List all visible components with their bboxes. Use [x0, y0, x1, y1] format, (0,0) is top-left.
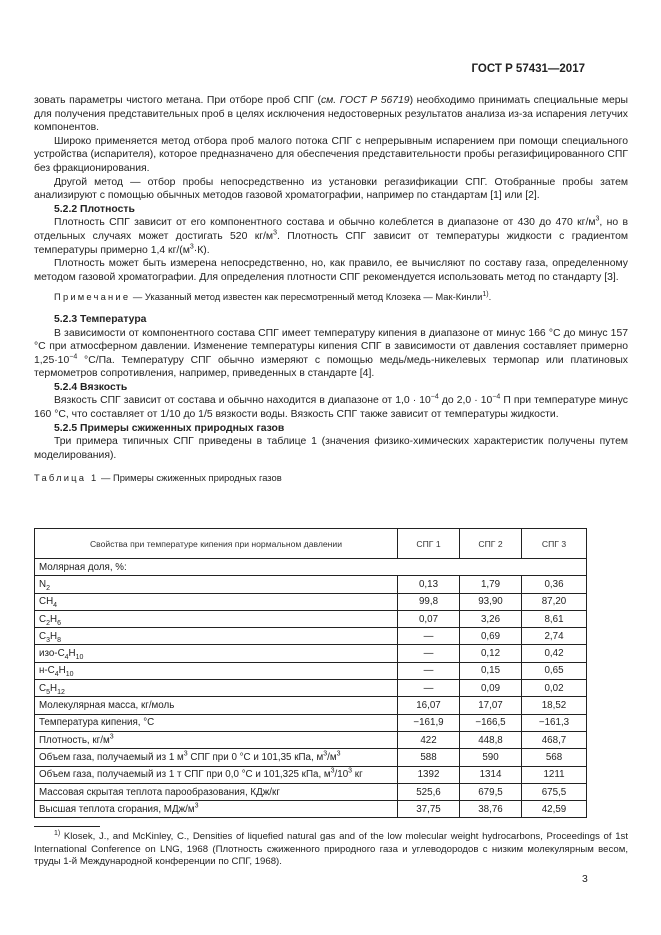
cell-value: 16,07	[398, 697, 460, 714]
table-row	[35, 662, 587, 679]
cell-value: −161,9	[398, 714, 460, 731]
text: ·К).	[193, 244, 210, 256]
paragraph	[34, 216, 628, 257]
text: Объем газа, получаемый из 1 м	[39, 751, 184, 763]
cell-value: —	[398, 645, 460, 662]
cell-value: −166,5	[460, 714, 522, 731]
row-label	[35, 610, 398, 627]
paragraph	[34, 394, 628, 421]
cell-value: 38,76	[460, 801, 522, 818]
row-label	[35, 662, 398, 679]
cell-value: 448,8	[460, 731, 522, 748]
cell-value: 679,5	[460, 783, 522, 800]
table-row	[35, 731, 587, 748]
footnote	[34, 831, 628, 869]
row-label	[35, 766, 398, 783]
text: C	[39, 613, 47, 625]
cell-value: 0,42	[522, 645, 587, 662]
index: 3	[348, 767, 353, 775]
cell-value: 568	[522, 749, 587, 766]
footnote-text: Klosek, J., and McKinley, C., Densities of liquefied natural gas and of the low molecular weight hydrocarbons, Proceedings of 1st International Conference on LNG, 1968 (Плотность сжиженного природного газа и углеводородов с низким молекулярным весом, труды 1-й Международной конференции по СПГ, 1968).	[34, 831, 628, 868]
cell-value: 1314	[460, 766, 522, 783]
section-heading: 5.2.2 Плотность	[54, 203, 135, 215]
index: 3	[183, 750, 188, 758]
table-row	[35, 680, 587, 697]
table-row	[35, 645, 587, 662]
document-header: ГОСТ Р 57431—2017	[471, 63, 585, 75]
row-label	[35, 645, 398, 662]
cell-value: 422	[398, 731, 460, 748]
cell-value: 675,5	[522, 783, 587, 800]
note-text: — Указанный метод известен как пересмотренный метод Клозека — Мак-Кинли	[130, 291, 483, 303]
text: C	[39, 630, 47, 642]
cell-value: 0,36	[522, 576, 587, 593]
row-label	[35, 731, 398, 748]
index: 3	[336, 750, 341, 758]
paragraph: Широко применяется метод отбора проб малого потока СПГ с непрерывным испарением при помощи специального устройства (испарителя), которое предназначено для обеспечения представительности пробы регазифицированного СПГ без фракционирования.	[34, 135, 628, 174]
index: 10	[75, 654, 84, 662]
text: . Плотность СПГ зависит от температуры жидкости с градиентом температуры примерно 1,4 кг/(м	[34, 230, 628, 256]
index: 4	[64, 654, 69, 662]
text: .	[488, 291, 492, 303]
table-group-row	[35, 559, 587, 576]
column-header: СПГ 3	[522, 529, 587, 559]
table-row	[35, 766, 587, 783]
cell-value: 93,90	[460, 593, 522, 610]
index: 3	[109, 733, 114, 741]
paragraph	[34, 94, 628, 135]
cell-value: 99,8	[398, 593, 460, 610]
index: 5	[46, 688, 50, 696]
cell-value: 525,6	[398, 783, 460, 800]
text: H	[49, 682, 58, 694]
row-label	[35, 593, 398, 610]
cell-value: 1,79	[460, 576, 522, 593]
index: 12	[57, 688, 65, 696]
text: изо-C	[39, 648, 65, 660]
cell-value: 0,02	[522, 680, 587, 697]
index: 3	[194, 802, 199, 810]
table-row	[35, 628, 587, 645]
table-row	[35, 697, 587, 714]
cell-value: 1211	[522, 766, 587, 783]
note	[34, 290, 628, 304]
index: 3	[330, 767, 335, 775]
text: N	[39, 578, 47, 590]
row-label	[35, 628, 398, 645]
text: Высшая теплота сгорания, МДж/м	[39, 803, 195, 815]
paragraph: Плотность может быть измерена непосредственно, но, как правило, ее вычисляют по составу газа, определенному методом газовой хроматографии. Для определения плотности СПГ рекомендуется использовать метод по стандарту [3].	[34, 258, 628, 283]
document-body	[34, 94, 628, 485]
cell-value: 87,20	[522, 593, 587, 610]
caption-text: — Примеры сжиженных природных газов	[98, 472, 282, 484]
section-heading: 5.2.4 Вязкость	[54, 381, 128, 393]
cell-value: 588	[398, 749, 460, 766]
text: Плотность СПГ зависит от его компонентного состава и обычно колеблется в диапазоне от 430 до 470 кг/м	[54, 217, 596, 229]
row-label	[35, 680, 398, 697]
text: /м	[327, 751, 337, 763]
index: 4	[53, 602, 58, 610]
table-row	[35, 749, 587, 766]
text: °С/Па. Температуру СПГ обычно измеряют с помощью медь/медь-никелевых термопар или платиновых термометров сопротивления, например, приведенных в стандарте [4].	[34, 354, 628, 380]
cell-value: —	[398, 680, 460, 697]
cell-value: 8,61	[522, 610, 587, 627]
footnote-marker: 1)	[54, 829, 61, 837]
text: CH	[39, 596, 54, 608]
text: В зависимости от компонентного состава СПГ имеет температуру кипения в диапазоне от минус 166 °С до минус 157 °С при атмосферном давлении. Изменение температуры кипения СПГ в зависимости от давления составляет примерно 1,25·10	[34, 327, 628, 366]
index: 4	[54, 671, 59, 679]
cell-value: 0,07	[398, 610, 460, 627]
text: Вязкость СПГ зависит от состава и обычно находится в диапазоне от 1,0 · 10	[54, 395, 431, 407]
table-header-row	[35, 529, 587, 559]
sup: 3	[595, 215, 600, 223]
index: 3	[46, 636, 50, 644]
index: 8	[57, 636, 61, 644]
table-caption	[34, 471, 628, 485]
cell-value: 0,13	[398, 576, 460, 593]
cell-value: 1392	[398, 766, 460, 783]
row-label	[35, 749, 398, 766]
cell-value: 18,52	[522, 697, 587, 714]
index: 2	[46, 584, 50, 592]
section-heading: 5.2.3 Температура	[54, 313, 147, 325]
paragraph	[34, 327, 628, 381]
cell-value: 3,26	[460, 610, 522, 627]
text: до 2,0 · 10	[438, 395, 493, 407]
index: 3	[323, 750, 328, 758]
cell-value: 590	[460, 749, 522, 766]
text: Молекулярная масса, кг/моль	[39, 700, 175, 712]
sup: 3	[273, 229, 277, 237]
cell-value: 0,65	[522, 662, 587, 679]
column-header: Свойства при температуре кипения при нормальном давлении	[35, 529, 398, 559]
section-heading: 5.2.5 Примеры сжиженных природных газов	[54, 422, 285, 434]
row-label	[35, 783, 398, 800]
cell-value: 2,74	[522, 628, 587, 645]
text: H	[68, 648, 76, 660]
text: П при температуре минус 160 °С, что составляет от 1/10 до 1/5 вязкости воды. Вязкость СПГ также зависит от температуры жидкости.	[34, 395, 628, 421]
text: ) необходимо принимать специальные меры для получения представительных проб в целях исключения недостоверных результатов анализа из-за испарения летучих компонентов.	[34, 95, 628, 134]
table-row	[35, 714, 587, 731]
index: 2	[46, 619, 50, 627]
row-label	[35, 714, 398, 731]
caption-label: Таблица 1	[34, 472, 99, 484]
table-row	[35, 593, 587, 610]
row-label	[35, 576, 398, 593]
cell-value: 0,09	[460, 680, 522, 697]
text: C	[39, 682, 47, 694]
sup: −4	[430, 394, 439, 401]
sup: −4	[69, 353, 78, 361]
text: Температура кипения, °С	[39, 717, 155, 729]
paragraph: Три примера типичных СПГ приведены в таблице 1 (значения физико-химических характеристик получены путем моделирования).	[34, 436, 628, 461]
footnote-divider	[34, 826, 100, 827]
text: H	[49, 630, 58, 642]
text: H	[49, 613, 58, 625]
cell-value: 0,69	[460, 628, 522, 645]
table-row	[35, 801, 587, 818]
cell-value: 0,12	[460, 645, 522, 662]
lng-table	[34, 528, 587, 818]
footnote-ref[interactable]: 1)	[482, 291, 489, 299]
text: , но в отдельных случаях может достигать 520 кг/м	[34, 217, 628, 242]
table-row	[35, 783, 587, 800]
sup: −4	[492, 394, 501, 401]
row-label	[35, 801, 398, 818]
text: Плотность, кг/м	[39, 734, 110, 746]
cell-value: —	[398, 662, 460, 679]
text: /10	[334, 769, 349, 781]
text: Массовая скрытая теплота парообразования, КДж/кг	[39, 786, 280, 798]
text: Объем газа, получаемый из 1 т СПГ при 0,0 °С и 101,325 кПа, м	[39, 769, 331, 781]
text: н-C	[39, 665, 55, 677]
cell-value: −161,3	[522, 714, 587, 731]
column-header: СПГ 2	[460, 529, 522, 559]
text: H	[58, 665, 66, 677]
page-number: 3	[582, 874, 588, 885]
table-row	[35, 576, 587, 593]
cell-value: —	[398, 628, 460, 645]
cell-value: 0,15	[460, 662, 522, 679]
cell-value: 468,7	[522, 731, 587, 748]
sup: 3	[189, 243, 194, 251]
column-header: СПГ 1	[398, 529, 460, 559]
cell-value: 42,59	[522, 801, 587, 818]
group-label: Молярная доля, %:	[35, 559, 587, 576]
reference: см. ГОСТ Р 56719	[320, 95, 410, 106]
paragraph: Другой метод — отбор пробы непосредственно из установки регазификации СПГ. Отобранные пробы затем анализируют с помощью обычных методов газовой хроматографии, например по стандартам [1] или [2].	[34, 176, 628, 202]
text: СПГ при 0 °С и 101,35 кПа, м	[187, 751, 324, 763]
index: 10	[65, 671, 74, 679]
text: зовать параметры чистого метана. При отборе проб СПГ (	[34, 95, 321, 106]
cell-value: 17,07	[460, 697, 522, 714]
note-label: Примечание	[54, 291, 131, 303]
table-row	[35, 610, 587, 627]
cell-value: 37,75	[398, 801, 460, 818]
index: 6	[57, 619, 61, 627]
row-label	[35, 697, 398, 714]
text: кг	[352, 769, 363, 781]
